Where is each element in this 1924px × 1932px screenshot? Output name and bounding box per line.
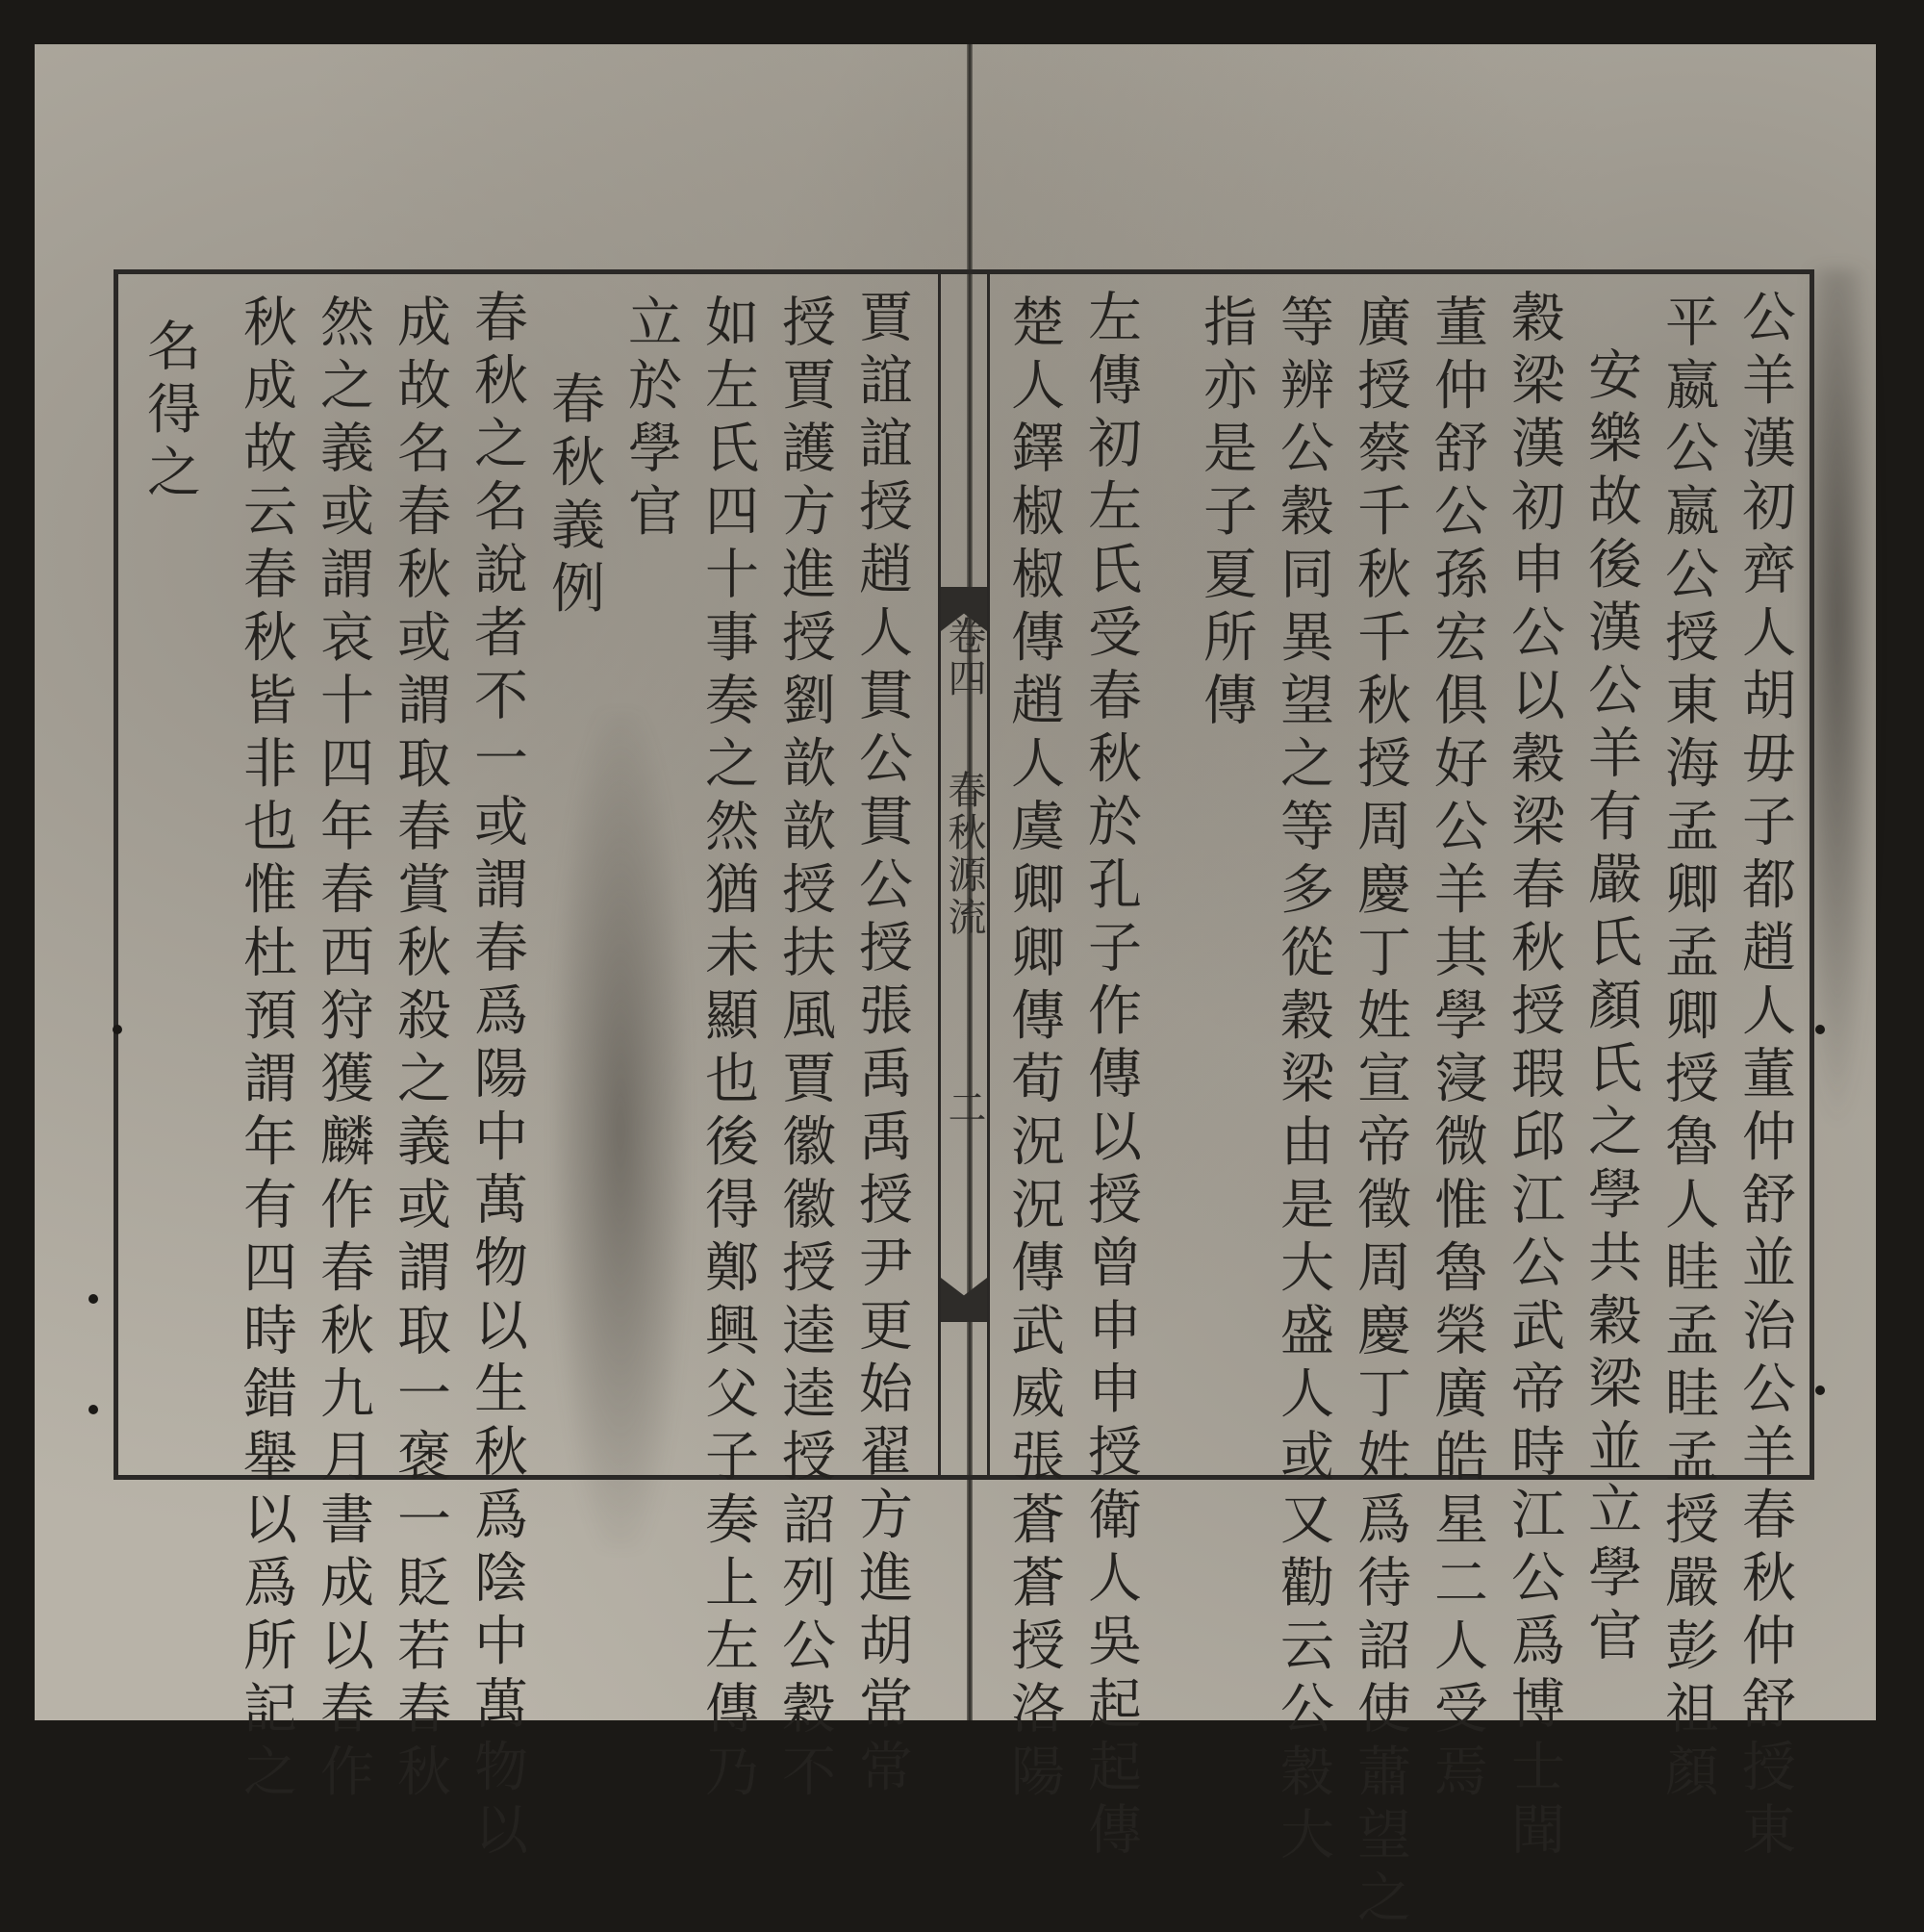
text-column: 然之義或謂哀十四年春西狩獲麟作春秋九月書成以春作 (312, 293, 374, 1806)
text-column: 春秋之名說者不一或謂春爲陽中萬物以生秋爲陰中萬物以 (466, 289, 528, 1865)
text-column: 賈誼誼授趙人貫公貫公授張禹禹授尹更始翟方進胡常常 (850, 289, 913, 1801)
binding-hole (89, 1294, 98, 1304)
section-label: 春秋源流 (942, 770, 986, 939)
text-column: 名得之 (139, 318, 201, 507)
text-column: 成故名春秋或謂取春賞秋殺之義或謂取一褒一貶若春秋 (389, 293, 451, 1806)
binding-hole (113, 1025, 122, 1034)
folio-number: 二 (942, 1087, 986, 1130)
text-column: 廣授蔡千秋千秋授周慶丁姓宣帝徵周慶丁姓爲待詔使蕭望之 (1349, 293, 1411, 1932)
text-column: 安樂故後漢公羊有嚴氏顏氏之學共穀梁並立學官 (1580, 346, 1642, 1670)
text-column: 如左氏四十事奏之然猶未顯也後得鄭興父子奏上左傳乃 (696, 293, 759, 1806)
text-column: 等辨公穀同異望之等多從穀梁由是大盛人或又勸云公穀大 (1272, 293, 1334, 1869)
binding-hole (1815, 1385, 1825, 1395)
binding-hole (1815, 1025, 1825, 1034)
text-column: 左傳初左氏受春秋於孔子作傳以授曾申申授衛人吳起起傳 (1079, 289, 1142, 1865)
text-column: 立於學官 (620, 293, 682, 546)
text-column: 平嬴公嬴公授東海孟卿孟卿授魯人眭孟眭孟授嚴彭祖顏 (1657, 293, 1719, 1806)
text-column: 楚人鐸椒椒傳趙人虞卿卿傳荀況況傳武威張蒼蒼授洛陽 (1002, 293, 1065, 1806)
volume-label: 卷四 (942, 616, 986, 700)
text-column: 指亦是子夏所傳 (1195, 293, 1257, 735)
text-column: 公羊漢初齊人胡毋子都趙人董仲舒並治公羊春秋仲舒授東 (1734, 289, 1796, 1865)
text-column: 董仲舒公孫宏俱好公羊其學寖微惟魯榮廣皓星二人受焉 (1426, 293, 1488, 1806)
text-column: 穀梁漢初申公以穀梁春秋授瑕邱江公武帝時江公爲博士聞 (1503, 289, 1565, 1865)
text-column: 授賈護方進授劉歆歆授扶風賈徽徽授逵逵授詔列公穀不 (773, 293, 836, 1806)
section-heading: 春秋義例 (543, 370, 605, 623)
binding-hole (89, 1405, 98, 1414)
text-column: 秋成故云春秋皆非也惟杜預謂年有四時錯舉以爲所記之 (235, 293, 297, 1806)
